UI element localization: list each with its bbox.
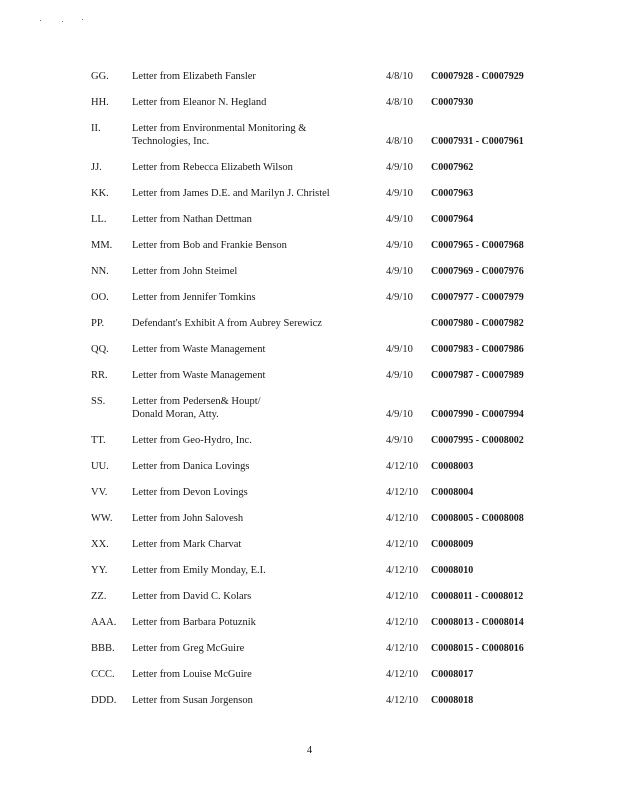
exhibit-description: Letter from Danica Lovings (132, 461, 250, 472)
exhibit-label: PP. (91, 318, 105, 329)
exhibit-label: UU. (91, 461, 109, 472)
exhibit-date: 4/12/10 (386, 565, 419, 576)
exhibit-bates-range: C0008015 - C0008016 (431, 643, 524, 654)
exhibit-date: 4/9/10 (386, 240, 413, 251)
exhibit-date: 4/9/10 (386, 292, 413, 303)
exhibit-description: Letter from Rebecca Elizabeth Wilson (132, 162, 293, 173)
exhibit-bates-range: C0007965 - C0007968 (431, 240, 524, 251)
exhibit-label: QQ. (91, 344, 109, 355)
exhibit-description: Letter from Elizabeth Fansler (132, 71, 256, 82)
exhibit-description: Letter from Waste Management (132, 344, 266, 355)
exhibit-description: Letter from John Steimel (132, 266, 238, 277)
exhibit-bates-range: C0007983 - C0007986 (431, 344, 524, 355)
exhibit-description: Defendant's Exhibit A from Aubrey Serewicz (132, 318, 322, 329)
exhibit-label: JJ. (91, 162, 102, 173)
exhibit-label: SS. (91, 396, 106, 407)
exhibit-date: 4/9/10 (386, 266, 413, 277)
exhibit-date: 4/9/10 (386, 214, 413, 225)
exhibit-bates-range: C0008013 - C0008014 (431, 617, 524, 628)
exhibit-description: Letter from Mark Charvat (132, 539, 242, 550)
exhibit-description: Letter from Waste Management (132, 370, 266, 381)
exhibit-label: II. (91, 123, 101, 134)
exhibit-date: 4/12/10 (386, 539, 419, 550)
exhibit-label: HH. (91, 97, 109, 108)
exhibit-description: Letter from Louise McGuire (132, 669, 252, 680)
exhibit-description: Letter from Environmental Monitoring & Technologies, Inc. (132, 123, 307, 147)
exhibit-date: 4/9/10 (386, 188, 413, 199)
scan-artifact (40, 18, 90, 28)
exhibit-description: Letter from Susan Jorgenson (132, 695, 253, 706)
exhibit-label: OO. (91, 292, 109, 303)
exhibit-bates-range: C0007987 - C0007989 (431, 370, 524, 381)
exhibit-date: 4/12/10 (386, 669, 419, 680)
exhibit-bates-range: C0008003 (431, 461, 474, 472)
exhibit-bates-range: C0007963 (431, 188, 474, 199)
exhibit-bates-range: C0008017 (431, 669, 474, 680)
exhibit-description: Letter from Jennifer Tomkins (132, 292, 256, 303)
exhibit-label: MM. (91, 240, 113, 251)
exhibit-label: WW. (91, 513, 113, 524)
exhibit-date: 4/12/10 (386, 461, 419, 472)
exhibit-bates-range: C0007969 - C0007976 (431, 266, 524, 277)
exhibit-date: 4/12/10 (386, 617, 419, 628)
exhibit-label: GG. (91, 71, 109, 82)
exhibit-date: 4/12/10 (386, 695, 419, 706)
exhibit-label: NN. (91, 266, 109, 277)
exhibit-bates-range: C0007931 - C0007961 (431, 136, 524, 147)
exhibit-description: Letter from Nathan Dettman (132, 214, 252, 225)
exhibit-date: 4/9/10 (386, 435, 413, 446)
exhibit-label: TT. (91, 435, 106, 446)
exhibit-description: Letter from Barbara Potuznik (132, 617, 256, 628)
exhibit-date: 4/12/10 (386, 487, 419, 498)
exhibit-label: VV. (91, 487, 108, 498)
exhibit-date: 4/8/10 (386, 136, 413, 147)
exhibit-date: 4/8/10 (386, 71, 413, 82)
exhibit-label: KK. (91, 188, 109, 199)
exhibit-bates-range: C0008005 - C0008008 (431, 513, 524, 524)
exhibit-label: YY. (91, 565, 108, 576)
exhibit-label: ZZ. (91, 591, 107, 602)
exhibit-bates-range: C0007928 - C0007929 (431, 71, 524, 82)
exhibit-description: Letter from Geo-Hydro, Inc. (132, 435, 252, 446)
exhibit-date: 4/9/10 (386, 344, 413, 355)
exhibit-bates-range: C0007980 - C0007982 (431, 318, 524, 329)
exhibit-description: Letter from Greg McGuire (132, 643, 245, 654)
exhibit-date: 4/12/10 (386, 643, 419, 654)
exhibit-date: 4/9/10 (386, 409, 413, 420)
page-number: 4 (306, 745, 313, 756)
exhibit-bates-range: C0007962 (431, 162, 474, 173)
exhibit-description: Letter from Eleanor N. Hegland (132, 97, 267, 108)
exhibit-date: 4/8/10 (386, 97, 413, 108)
exhibit-bates-range: C0008011 - C0008012 (431, 591, 524, 602)
exhibit-description: Letter from John Salovesh (132, 513, 244, 524)
exhibit-description: Letter from David C. Kolars (132, 591, 252, 602)
exhibit-label: BBB. (91, 643, 115, 654)
exhibit-description: Letter from Pedersen& Houpt/ Donald Moran, Atty. (132, 396, 261, 420)
exhibit-label: XX. (91, 539, 109, 550)
exhibit-description: Letter from James D.E. and Marilyn J. Christel (132, 188, 330, 199)
exhibit-label: RR. (91, 370, 108, 381)
exhibit-bates-range: C0008018 (431, 695, 474, 706)
exhibit-bates-range: C0007930 (431, 97, 474, 108)
exhibit-description: Letter from Emily Monday, E.I. (132, 565, 266, 576)
exhibit-description: Letter from Devon Lovings (132, 487, 248, 498)
exhibit-bates-range: C0007964 (431, 214, 474, 225)
exhibit-date: 4/9/10 (386, 162, 413, 173)
exhibit-label: LL. (91, 214, 107, 225)
exhibit-label: AAA. (91, 617, 117, 628)
exhibit-bates-range: C0007977 - C0007979 (431, 292, 524, 303)
exhibit-label: CCC. (91, 669, 115, 680)
exhibit-bates-range: C0007990 - C0007994 (431, 409, 524, 420)
exhibit-date: 4/9/10 (386, 370, 413, 381)
exhibit-label: DDD. (91, 695, 117, 706)
exhibit-bates-range: C0008009 (431, 539, 474, 550)
exhibit-date: 4/12/10 (386, 591, 419, 602)
exhibit-bates-range: C0008010 (431, 565, 474, 576)
exhibit-date: 4/12/10 (386, 513, 419, 524)
exhibit-bates-range: C0008004 (431, 487, 474, 498)
exhibit-bates-range: C0007995 - C0008002 (431, 435, 524, 446)
exhibit-description: Letter from Bob and Frankie Benson (132, 240, 287, 251)
